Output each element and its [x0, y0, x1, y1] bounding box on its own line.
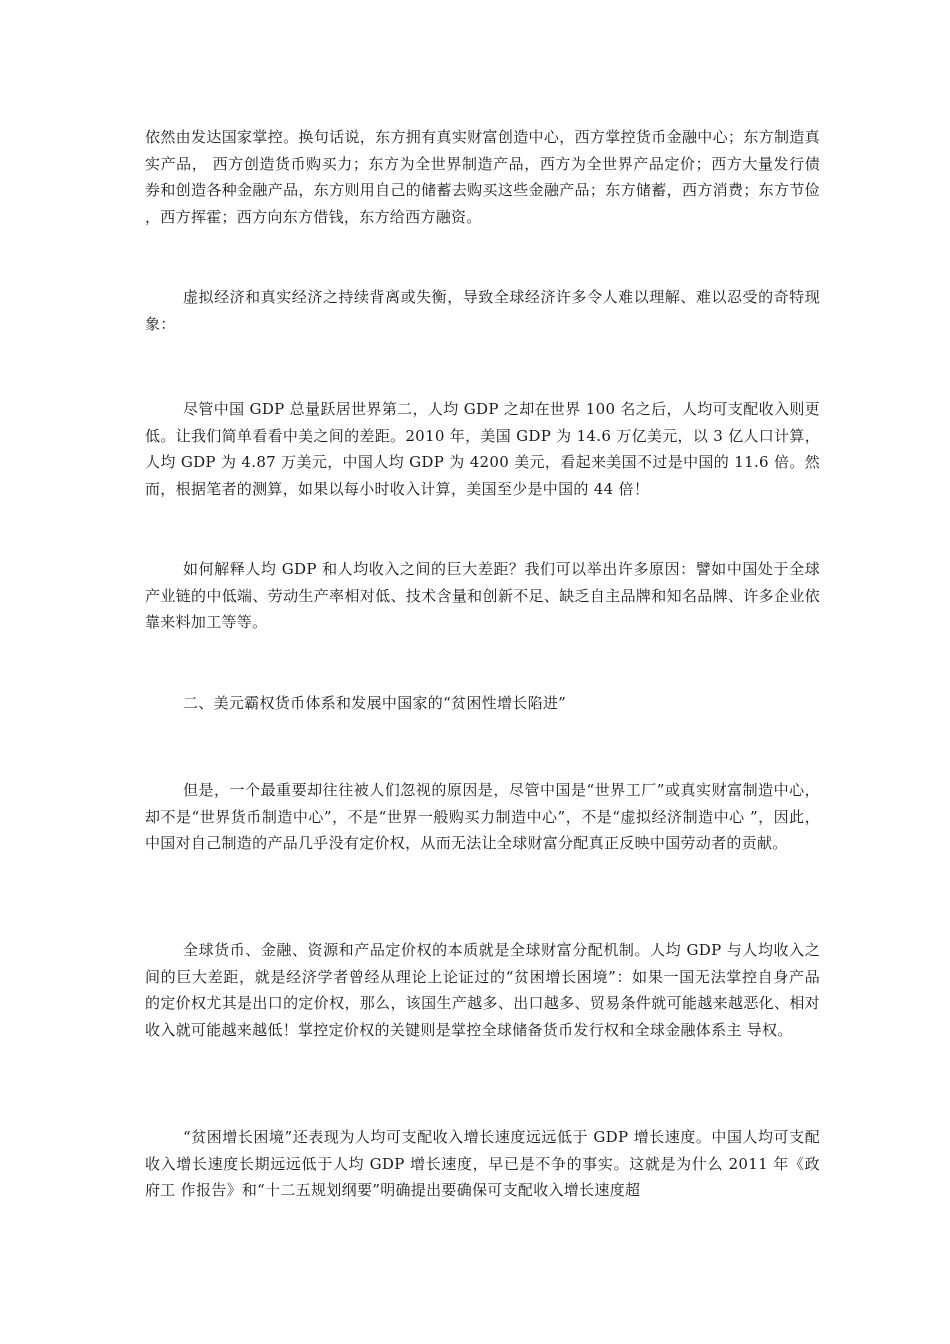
paragraph-1: 依然由发达国家掌控。换句话说，东方拥有真实财富创造中心，西方掌控货币金融中心；东方制造真实产品， 西方创造货币购买力；东方为全世界制造产品，西方为全世界产品定价；西方大量发行债券和创造各种金融产品，东方则用自己的储蓄去购买这些金融产品；东方储蓄，西方消费；东方节俭 ，西方挥霍；西方向东方借钱，东方给西方融资。: [145, 128, 820, 226]
paragraph-4: 如何解释人均 GDP 和人均收入之间的巨大差距？我们可以举出许多原因：譬如中国处于全球产业链的中低端、劳动生产率相对低、技术含量和创新不足、缺乏自主品牌和知名品牌、许多企业依 靠来料加工等等。: [145, 560, 820, 631]
paragraph-7: 全球货币、金融、资源和产品定价权的本质就是全球财富分配机制。人均 GDP 与人均收入之间的巨大差距，就是经济学者曾经从理论上论证过的“贫困增长困境”：如果一国无法掌控自身产品 的定价权尤其是出口的定价权，那么，该国生产越多、出口越多、贸易条件就可能越来越恶化、相对收入就可能越来越低！掌控定价权的关键则是掌控全球储备货币发行权和全球金融体系主 导权。: [145, 941, 820, 1039]
paragraph-2: 虚拟经济和真实经济之持续背离或失衡，导致全球经济许多令人难以理解、难以忍受的奇特现象：: [145, 288, 820, 333]
paragraph-8: “贫困增长困境”还表现为人均可支配收入增长速度远远低于 GDP 增长速度。中国人均可支配收入增长速度长期远远低于人均 GDP 增长速度，早已是不争的事实。这就是为什么 2011 年《政府工 作报告》和“十二五规划纲要”明确提出要确保可支配收入增长速度超: [145, 1128, 820, 1199]
section-heading: 二、美元霸权货币体系和发展中国家的“贫困性增长陷进”: [183, 694, 567, 712]
paragraph-3: 尽管中国 GDP 总量跃居世界第二，人均 GDP 之却在世界 100 名之后，人均可支配收入则更低。让我们简单看看中美之间的差距。2010 年，美国 GDP 为 14.6 万亿美元，以 3 亿人口计算，人均 GDP 为 4.87 万美元，中国人均 GDP 为 4200 美元，看起来美国不过是中国的 11.6 倍。然而，根据笔者的测算，如果以每小时收入计算，美国至少是中国的 44 倍！: [145, 400, 820, 498]
paragraph-6: 但是，一个最重要却往往被人们忽视的原因是，尽管中国是“世界工厂”或真实财富制造中心，却不是“世界货币制造中心”，不是“世界一般购买力制造中心”，不是“虚拟经济制造中心 ”，因此，中国对自己制造的产品几乎没有定价权，从而无法让全球财富分配真正反映中国劳动者的贡献。: [145, 781, 820, 852]
